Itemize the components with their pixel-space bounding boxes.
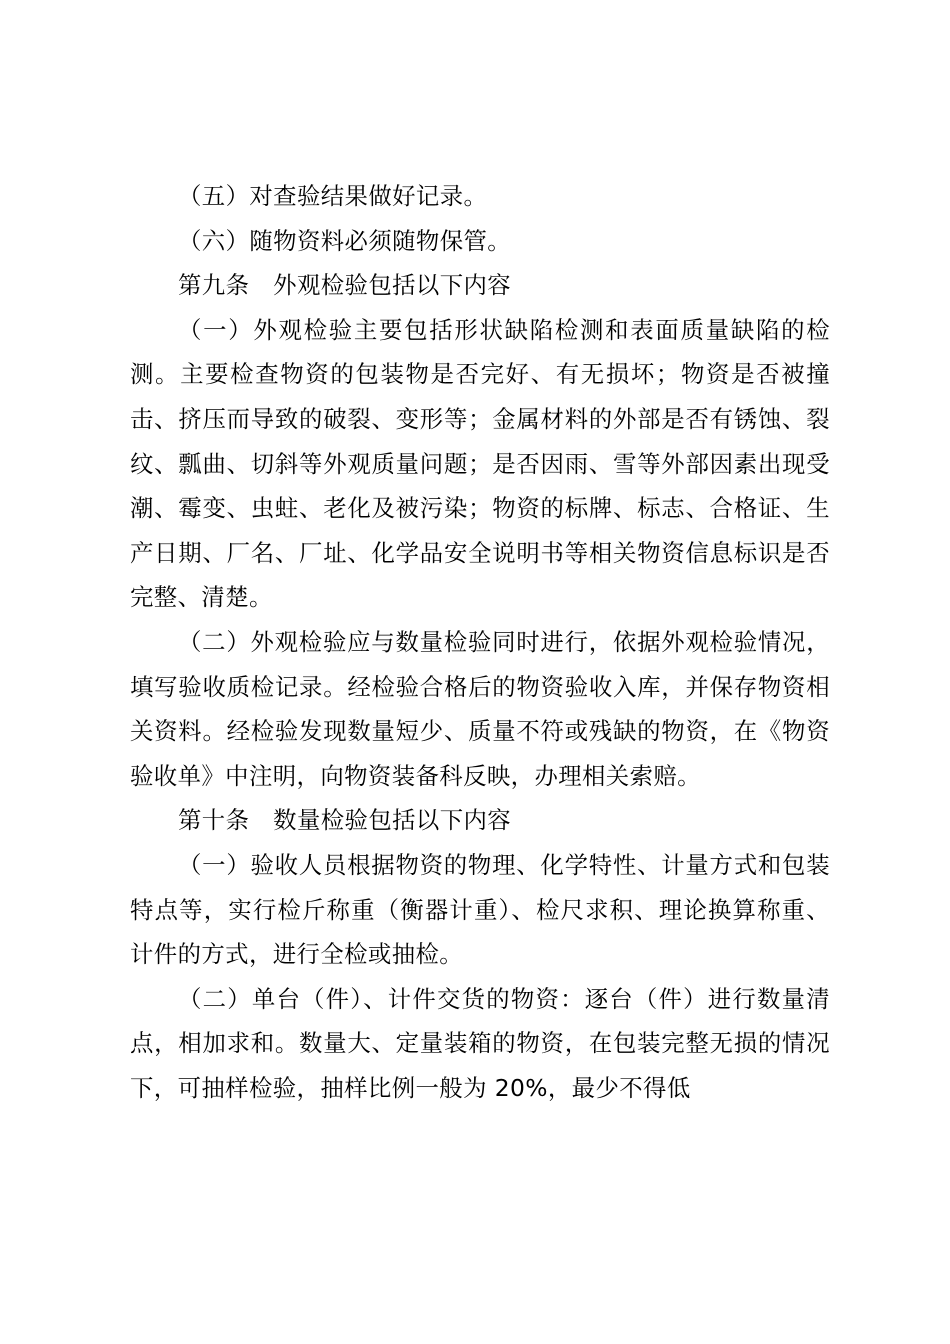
article-9-heading: 第九条 外观检验包括以下内容 (178, 271, 512, 300)
article-9-paragraph-2: （二）外观检验应与数量检验同时进行，依据外观检验情况，填写验收质检记录。经检验合格后的物资验收入库，并保存物资相关资料。经检验发现数量短少、质量不符或残缺的物资，在《物资验收单》中注明，向物资装备科反映，办理相关索赔。 (130, 627, 830, 790)
paragraph-item-6: （六）随物资料必须随物保管。 (178, 226, 512, 255)
article-9-paragraph-1: （一）外观检验主要包括形状缺陷检测和表面质量缺陷的检测。主要检查物资的包装物是否完好、有无损坏；物资是否被撞击、挤压而导致的破裂、变形等；金属材料的外部是否有锈蚀、裂纹、瓢曲、切斜等外观质量问题；是否因雨、雪等外部因素出现受潮、霉变、虫蛀、老化及被污染；物资的标牌、标志、合格证、生产日期、厂名、厂址、化学品安全说明书等相关物资信息标识是否完整、清楚。 (130, 315, 830, 612)
document-body (130, 174, 830, 1110)
paragraph-item-5: （五）对查验结果做好记录。 (178, 182, 488, 210)
article-10-paragraph-2: （二）单台（件）、计件交货的物资：逐台（件）进行数量清点，相加求和。数量大、定量装箱的物资，在包装完整无损的情况下，可抽样检验，抽样比例一般为 20%，最少不得低 (130, 984, 830, 1102)
article-10-heading: 第十条 数量检验包括以下内容 (178, 806, 512, 835)
article-10-paragraph-1: （一）验收人员根据物资的物理、化学特性、计量方式和包装特点等，实行检斤称重（衡器计重）、检尺求积、理论换算称重、计件的方式，进行全检或抽检。 (130, 850, 830, 969)
